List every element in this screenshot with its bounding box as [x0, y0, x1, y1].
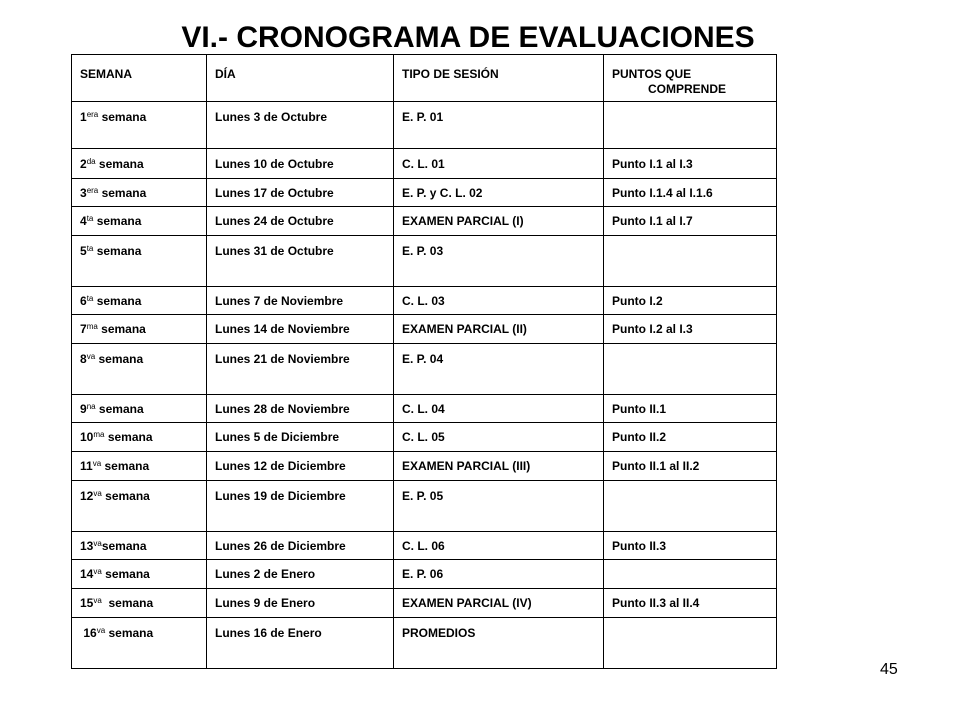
- cell-tipo-sesion: E. P. 06: [394, 560, 604, 589]
- cell-semana: [72, 395, 207, 423]
- cell-dia: Lunes 31 de Octubre: [207, 236, 394, 287]
- table-row: [72, 315, 777, 344]
- cell-semana: [72, 589, 207, 618]
- cell-dia: Lunes 3 de Octubre: [207, 102, 394, 149]
- cell-puntos: Punto I.1.4 al I.1.6: [604, 179, 777, 207]
- cell-semana: [72, 532, 207, 560]
- cell-puntos: Punto I.1 al I.3: [604, 149, 777, 179]
- cell-tipo-sesion: EXAMEN PARCIAL (II): [394, 315, 604, 344]
- cell-puntos: [604, 560, 777, 589]
- cell-dia: Lunes 21 de Noviembre: [207, 344, 394, 395]
- cell-puntos: Punto II.1 al II.2: [604, 452, 777, 481]
- cell-dia: Lunes 26 de Diciembre: [207, 532, 394, 560]
- cell-tipo-sesion: C. L. 05: [394, 423, 604, 452]
- table-row: [72, 287, 777, 315]
- semana-word: semana: [104, 430, 153, 444]
- semana-word: semana: [97, 322, 146, 336]
- semana-number: 7: [80, 322, 87, 336]
- semana-ordinal-suffix: ta: [86, 244, 94, 253]
- cell-semana: [72, 560, 207, 589]
- semana-number: 6: [80, 293, 87, 308]
- semana-word: semana: [101, 538, 147, 553]
- cell-puntos: [604, 236, 777, 287]
- semana-ordinal-suffix: ma: [93, 430, 105, 439]
- cell-dia: Lunes 17 de Octubre: [207, 179, 394, 207]
- table-row: [72, 423, 777, 452]
- semana-ordinal-suffix: va: [93, 538, 102, 548]
- cell-puntos: Punto I.1 al I.7: [604, 207, 777, 236]
- cell-semana: [72, 618, 207, 669]
- table-header-row: [72, 55, 777, 102]
- cell-puntos: Punto I.2: [604, 287, 777, 315]
- semana-number: 12: [80, 489, 94, 503]
- semana-ordinal-suffix: era: [86, 185, 99, 195]
- page-number: 45: [880, 661, 898, 678]
- semana-number: 16: [80, 626, 97, 640]
- table-row: [72, 395, 777, 423]
- table-row: [72, 589, 777, 618]
- cell-tipo-sesion: EXAMEN PARCIAL (IV): [394, 589, 604, 618]
- semana-ordinal-suffix: da: [86, 156, 96, 166]
- semana-ordinal-suffix: era: [86, 110, 99, 119]
- semana-ordinal-suffix: va: [93, 489, 102, 498]
- cell-semana: [72, 287, 207, 315]
- cell-dia: Lunes 14 de Noviembre: [207, 315, 394, 344]
- cell-tipo-sesion: PROMEDIOS: [394, 618, 604, 669]
- cell-semana: [72, 179, 207, 207]
- cell-puntos: Punto I.2 al I.3: [604, 315, 777, 344]
- semana-ordinal-suffix: ta: [86, 293, 94, 303]
- cell-dia: Lunes 28 de Noviembre: [207, 395, 394, 423]
- cell-semana: [72, 149, 207, 179]
- table-row: [72, 452, 777, 481]
- cell-semana: [72, 207, 207, 236]
- table-row: [72, 344, 777, 395]
- cell-dia: Lunes 10 de Octubre: [207, 149, 394, 179]
- semana-number: 4: [80, 214, 87, 228]
- cell-tipo-sesion: E. P. y C. L. 02: [394, 179, 604, 207]
- header-puntos-que-comprende: [604, 55, 777, 102]
- table-row: [72, 481, 777, 532]
- cell-tipo-sesion: EXAMEN PARCIAL (III): [394, 452, 604, 481]
- semana-number: 11: [80, 459, 93, 473]
- semana-number: 9: [80, 401, 87, 416]
- semana-word: semana: [98, 185, 147, 200]
- semana-ordinal-suffix: na: [86, 401, 96, 411]
- cell-dia: Lunes 2 de Enero: [207, 560, 394, 589]
- cell-puntos: [604, 344, 777, 395]
- semana-word: semana: [101, 489, 150, 503]
- header-tipo-sesion: TIPO DE SESIÓN: [394, 55, 604, 102]
- cell-tipo-sesion: E. P. 04: [394, 344, 604, 395]
- cell-puntos: [604, 102, 777, 149]
- cell-semana: [72, 315, 207, 344]
- cell-puntos: Punto II.1: [604, 395, 777, 423]
- table-row: [72, 179, 777, 207]
- cell-semana: [72, 102, 207, 149]
- cell-dia: Lunes 24 de Octubre: [207, 207, 394, 236]
- cell-semana: [72, 452, 207, 481]
- semana-word: semana: [105, 626, 154, 640]
- semana-word: semana: [101, 596, 154, 610]
- cell-tipo-sesion: C. L. 01: [394, 149, 604, 179]
- table-row: [72, 102, 777, 149]
- semana-number: 15: [80, 596, 94, 610]
- semana-number: 14: [80, 567, 94, 581]
- header-dia: DÍA: [207, 55, 394, 102]
- cell-semana: [72, 344, 207, 395]
- cell-dia: Lunes 7 de Noviembre: [207, 287, 394, 315]
- evaluation-schedule-table: [71, 54, 777, 669]
- semana-ordinal-suffix: va: [93, 567, 102, 576]
- semana-word: semana: [101, 567, 150, 581]
- cell-dia: Lunes 5 de Diciembre: [207, 423, 394, 452]
- cell-tipo-sesion: EXAMEN PARCIAL (I): [394, 207, 604, 236]
- cell-dia: Lunes 9 de Enero: [207, 589, 394, 618]
- semana-word: semana: [95, 401, 144, 416]
- semana-number: 5: [80, 244, 87, 258]
- table-row: [72, 532, 777, 560]
- semana-word: semana: [93, 244, 142, 258]
- header-puntos-line2: COMPRENDE: [648, 82, 727, 96]
- table-row: [72, 236, 777, 287]
- cell-puntos: Punto II.3 al II.4: [604, 589, 777, 618]
- cell-tipo-sesion: C. L. 04: [394, 395, 604, 423]
- cell-dia: Lunes 16 de Enero: [207, 618, 394, 669]
- semana-ordinal-suffix: va: [96, 626, 106, 635]
- semana-number: 1: [80, 110, 87, 124]
- table-row: [72, 618, 777, 669]
- semana-word: semana: [93, 214, 142, 228]
- semana-number: 10: [80, 430, 94, 444]
- semana-number: 8: [80, 352, 87, 366]
- semana-ordinal-suffix: va: [92, 459, 102, 468]
- semana-word: semana: [101, 459, 150, 473]
- cell-tipo-sesion: C. L. 03: [394, 287, 604, 315]
- cell-dia: Lunes 12 de Diciembre: [207, 452, 394, 481]
- semana-ordinal-suffix: va: [93, 596, 102, 605]
- cell-semana: [72, 423, 207, 452]
- header-semana: SEMANA: [72, 55, 207, 102]
- semana-ordinal-suffix: ma: [86, 322, 98, 331]
- semana-number: 13: [80, 538, 94, 553]
- semana-word: semana: [95, 352, 144, 366]
- cell-tipo-sesion: E. P. 03: [394, 236, 604, 287]
- semana-word: semana: [98, 110, 147, 124]
- page-title: VI.- CRONOGRAMA DE EVALUACIONES: [181, 21, 755, 54]
- semana-word: semana: [93, 293, 142, 308]
- header-puntos-line1: PUNTOS QUE: [612, 67, 692, 81]
- cell-puntos: Punto II.3: [604, 532, 777, 560]
- table-row: [72, 207, 777, 236]
- semana-word: semana: [95, 156, 144, 171]
- table-row: [72, 149, 777, 179]
- cell-tipo-sesion: E. P. 05: [394, 481, 604, 532]
- cell-puntos: [604, 618, 777, 669]
- cell-dia: Lunes 19 de Diciembre: [207, 481, 394, 532]
- cell-semana: [72, 236, 207, 287]
- cell-tipo-sesion: E. P. 01: [394, 102, 604, 149]
- cell-tipo-sesion: C. L. 06: [394, 532, 604, 560]
- semana-number: 2: [80, 156, 87, 171]
- table-row: [72, 560, 777, 589]
- semana-ordinal-suffix: ta: [86, 214, 94, 223]
- semana-number: 3: [80, 185, 87, 200]
- cell-puntos: Punto II.2: [604, 423, 777, 452]
- semana-ordinal-suffix: va: [86, 352, 96, 361]
- cell-puntos: [604, 481, 777, 532]
- cell-semana: [72, 481, 207, 532]
